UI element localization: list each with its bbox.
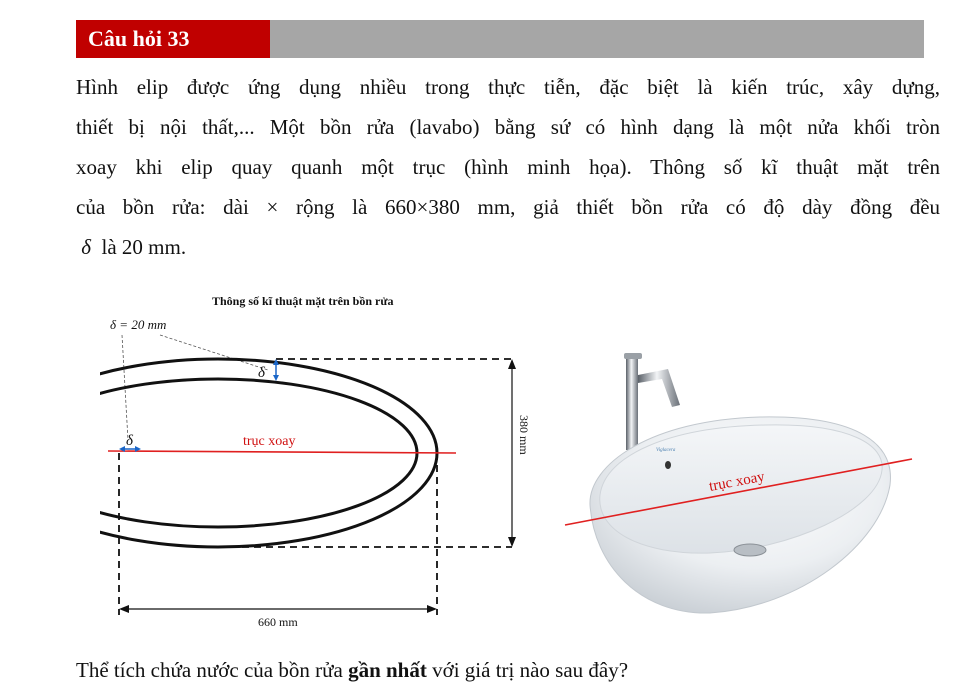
delta-arrow-top-b [273,375,279,381]
height-arrow-top [508,359,516,369]
problem-line-3: xoay khi elip quay quanh một trục (hình minh họa). Thông số kĩ thuật mặt trên [76,155,940,179]
question-emphasis: gần nhất [348,658,427,682]
times-symbol: × [266,195,279,219]
question-header-bar [76,20,924,58]
sink-photo-illustration [560,345,920,625]
width-label: 660 mm [258,615,298,629]
rotation-axis-line [108,451,456,453]
question-text [76,650,628,690]
delta-label-left: δ [126,433,133,449]
thickness-callout: δ = 20 mm [110,317,167,332]
problem-statement [76,67,940,267]
height-label: 380 mm [517,415,531,455]
faucet-handle [624,353,642,359]
brand-label: Viglacera [656,448,676,453]
line4-mid: rộng là [296,195,368,219]
axis-label: trục xoay [243,434,296,449]
line4-prefix: của bồn rửa: dài [76,195,249,219]
width-arrow-right [427,605,437,613]
problem-line-1: Hình elip được ứng dụng nhiều trong thực tiễn, đặc biệt là kiến trúc, xây dựng, [76,75,940,99]
faucet-spout [638,369,680,407]
thickness-text: là 20 mm. [101,235,187,259]
question-after: với giá trị nào sau đây? [432,658,629,682]
problem-line-5 [76,227,940,267]
dimension-value: 660×380 mm, [385,195,516,219]
photo-axis-label: trục xoay [707,468,766,495]
question-number-label: Câu hỏi 33 [76,20,270,58]
problem-line-4 [76,187,940,227]
height-arrow-bottom [508,537,516,547]
leader-line-top [160,335,268,370]
line4-suffix: giả thiết bồn rửa có độ dày đồng đều [533,195,941,219]
delta-symbol: δ [81,235,92,259]
drain-icon [734,544,766,556]
width-arrow-left [119,605,129,613]
faucet-body [626,355,638,450]
question-before: Thể tích chứa nước của bồn rửa [76,658,343,682]
problem-line-2: thiết bị nội thất,... Một bồn rửa (lavabo) bằng sứ có hình dạng là một nửa khối tròn [76,115,940,139]
diagram-title: Thông số kĩ thuật mặt trên bồn rửa [212,294,394,308]
delta-label-top: δ [258,365,265,381]
sink-spec-diagram [100,285,540,635]
overflow-hole [665,461,671,469]
